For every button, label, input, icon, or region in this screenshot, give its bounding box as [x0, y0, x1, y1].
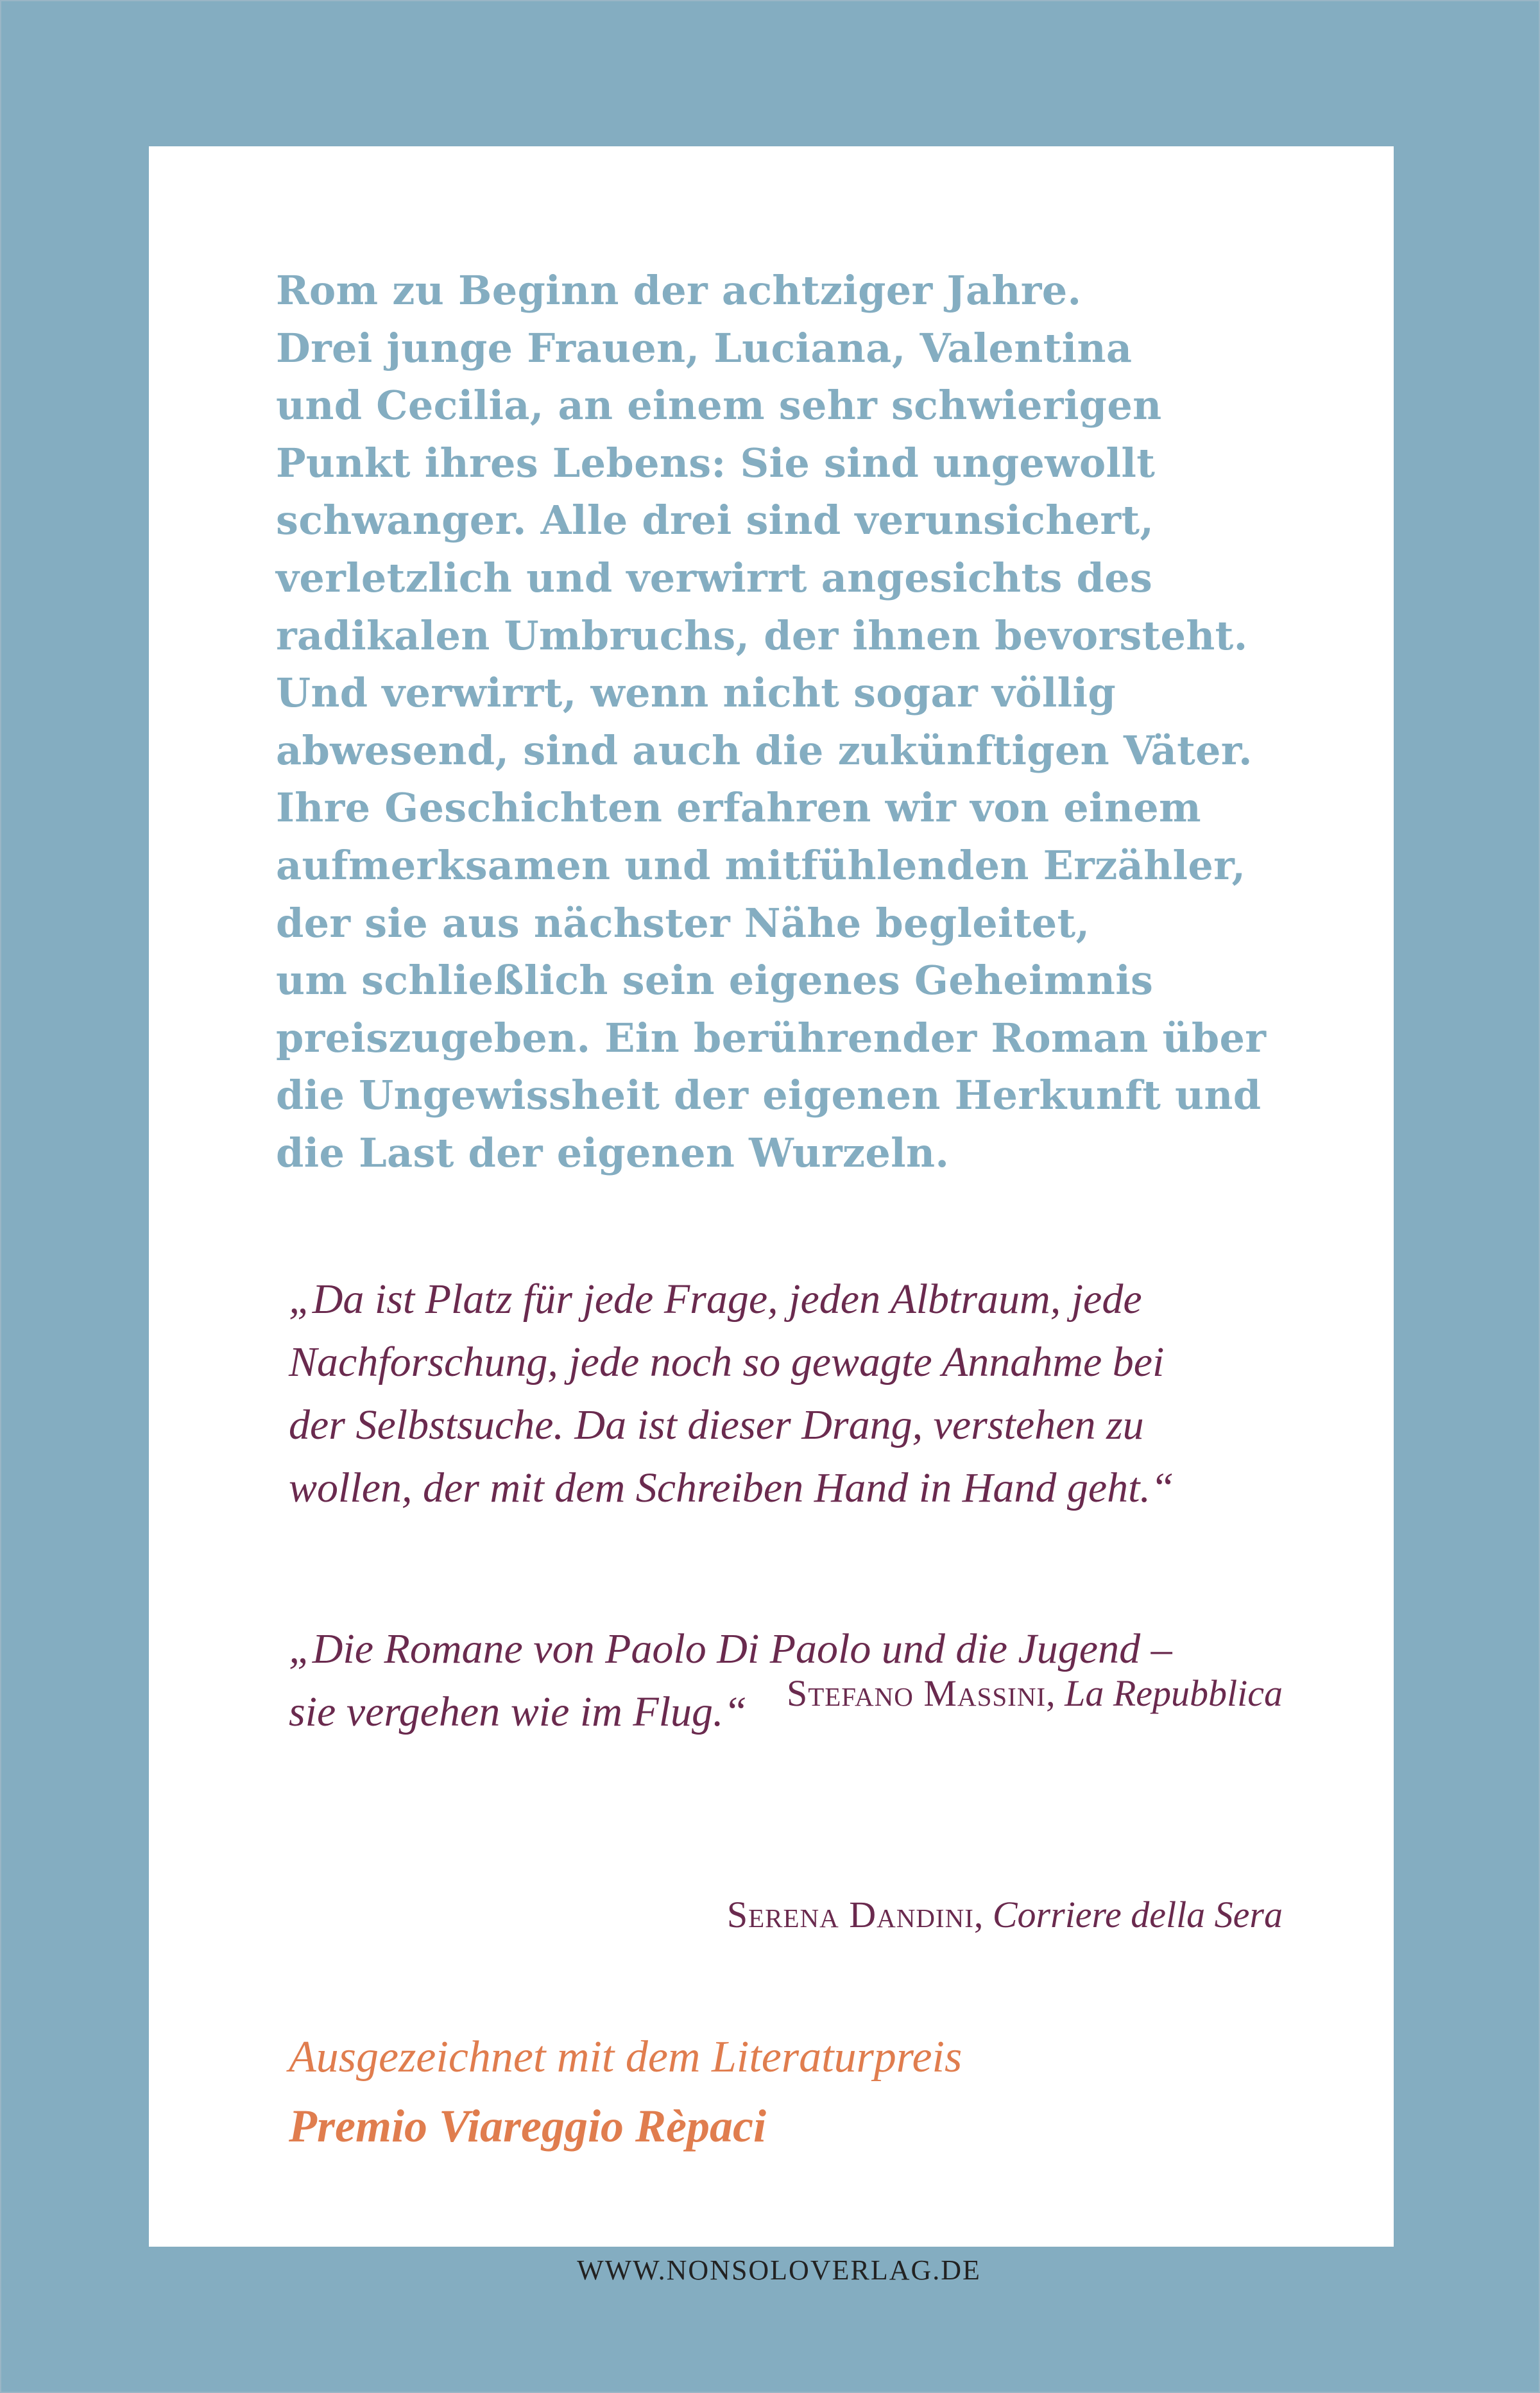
quote-line: „Da ist Platz für jede Frage, jeden Albtraum, jede	[289, 1276, 1142, 1323]
quote-line: wollen, der mit dem Schreiben Hand in Hand geht.“	[289, 1464, 1174, 1511]
blurb-line: Und verwirrt, wenn nicht sogar völlig	[276, 669, 1116, 717]
review-quote-1	[289, 1268, 1304, 1520]
quote-line: sie vergehen wie im Flug.“	[289, 1688, 748, 1735]
blurb-line: aufmerksamen und mitfühlenden Erzähler,	[276, 841, 1246, 889]
blurb-line: verletzlich und verwirrt angesichts des	[276, 554, 1153, 601]
quote-author: Stefano Massini	[786, 1672, 1047, 1714]
review-quote-2	[289, 1618, 1304, 1744]
blurb-line: preiszugeben. Ein berührender Roman über	[276, 1014, 1267, 1061]
award-name: Premio Viareggio Rèpaci	[289, 2100, 766, 2152]
blurb-line: der sie aus nächster Nähe begleitet,	[276, 899, 1090, 947]
blurb-line: die Ungewissheit der eigenen Herkunft und	[276, 1072, 1262, 1119]
blurb-line: abwesend, sind auch die zukünftigen Väter.	[276, 726, 1253, 774]
quote-line: „Die Romane von Paolo Di Paolo und die Jugend –	[289, 1625, 1172, 1672]
blurb-line: schwanger. Alle drei sind verunsichert,	[276, 497, 1154, 544]
blurb-line: um schließlich sein eigenes Geheimnis	[276, 957, 1154, 1004]
blurb-line: Rom zu Beginn der achtziger Jahre.	[276, 267, 1082, 314]
blurb-line: Ihre Geschichten erfahren wir von einem	[276, 784, 1201, 832]
back-cover-panel	[149, 146, 1394, 2286]
blurb-line: radikalen Umbruchs, der ihnen bevorsteht.	[276, 612, 1248, 659]
quote-line: der Selbstsuche. Da ist dieser Drang, verstehen zu	[289, 1402, 1144, 1448]
blurb-line: Punkt ihres Lebens: Sie sind ungewollt	[276, 439, 1156, 486]
quote-author: Serena Dandini	[726, 1894, 974, 1935]
publisher-website: WWW.NONSOLOVERLAG.DE	[577, 2254, 981, 2286]
award-intro: Ausgezeichnet mit dem Literaturpreis	[289, 2032, 963, 2082]
blurb-line: Drei junge Frauen, Luciana, Valentina	[276, 324, 1133, 372]
blurb-line: und Cecilia, an einem sehr schwierigen	[276, 382, 1162, 429]
blurb-line: die Last der eigenen Wurzeln.	[276, 1129, 950, 1176]
quote-source: La Repubblica	[1065, 1672, 1283, 1714]
attribution-separator: ,	[1046, 1672, 1065, 1714]
book-blurb	[276, 262, 1367, 1182]
quote-source: Corriere della Sera	[992, 1894, 1283, 1935]
quote-line: Nachforschung, jede noch so gewagte Annahme bei	[289, 1339, 1165, 1385]
attribution-separator: ,	[973, 1894, 993, 1935]
quote-attribution-2	[727, 1892, 1283, 1937]
